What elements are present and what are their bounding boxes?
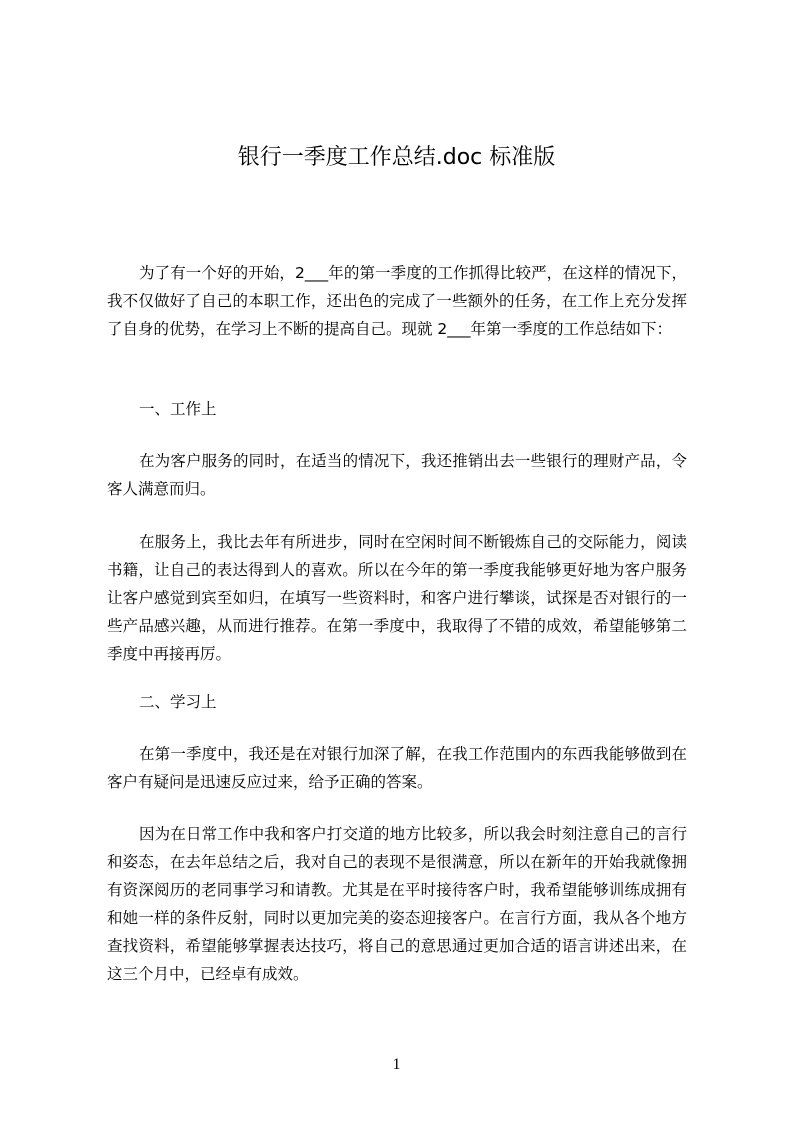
text-line: 我不仅做好了自己的本职工作，还出色的完成了一些额外的任务，在工作上充分发挥 xyxy=(107,292,687,310)
text-line: 季度中再接再厉。 xyxy=(107,645,232,663)
section-heading-study: 二、学习上 xyxy=(139,693,217,711)
paragraph-conduct xyxy=(107,820,687,988)
text-line: 客人满意而归。 xyxy=(107,480,216,498)
text-line: 书籍，让自己的表达得到人的喜欢。所以在今年的第一季度我能够更好地为客户服务 xyxy=(107,561,687,579)
text-line: 在服务上，我比去年有所进步，同时在空闲时间不断锻炼自己的交际能力，阅读 xyxy=(139,533,687,551)
paragraph-intro xyxy=(107,259,687,343)
text-line: 和姿态，在去年总结之后，我对自己的表现不是很满意，所以在新年的开始我就像拥 xyxy=(107,853,687,871)
text-line: 这三个月中，已经卓有成效。 xyxy=(107,965,309,983)
text-line: 为了有一个好的开始，2___年的第一季度的工作抓得比较严，在这样的情况下， xyxy=(139,264,687,282)
paragraph-knowledge xyxy=(107,740,687,796)
paragraph-service xyxy=(107,528,687,668)
text-line: 和她一样的条件反射，同时以更加完美的姿态迎接客户。在言行方面，我从各个地方 xyxy=(107,909,687,927)
text-line: 有资深阅历的老同事学习和请教。尤其是在平时接待客户时，我希望能够训练成拥有 xyxy=(107,881,687,899)
text-line: 了自身的优势，在学习上不断的提高自己。现就 2___年第一季度的工作总结如下： xyxy=(107,320,673,338)
paragraph-sales xyxy=(107,447,687,503)
text-line: 查找资料，希望能够掌握表达技巧，将自己的意思通过更加合适的语言讲述出来，在 xyxy=(107,937,687,955)
text-line: 在为客户服务的同时，在适当的情况下，我还推销出去一些银行的理财产品，令 xyxy=(139,452,687,470)
text-line: 让客户感觉到宾至如归，在填写一些资料时，和客户进行攀谈，试探是否对银行的一 xyxy=(107,589,687,607)
text-line: 些产品感兴趣，从而进行推荐。在第一季度中，我取得了不错的成效，希望能够第二 xyxy=(107,617,687,635)
page-number: 1 xyxy=(392,1056,401,1073)
text-line: 在第一季度中，我还是在对银行加深了解，在我工作范围内的东西我能够做到在 xyxy=(139,745,687,763)
document-title: 银行一季度工作总结.doc 标准版 xyxy=(237,145,556,170)
text-line: 因为在日常工作中我和客户打交道的地方比较多，所以我会时刻注意自己的言行 xyxy=(139,825,687,843)
text-line: 客户有疑问是迅速反应过来，给予正确的答案。 xyxy=(107,773,433,791)
section-heading-work: 一、工作上 xyxy=(139,400,217,418)
